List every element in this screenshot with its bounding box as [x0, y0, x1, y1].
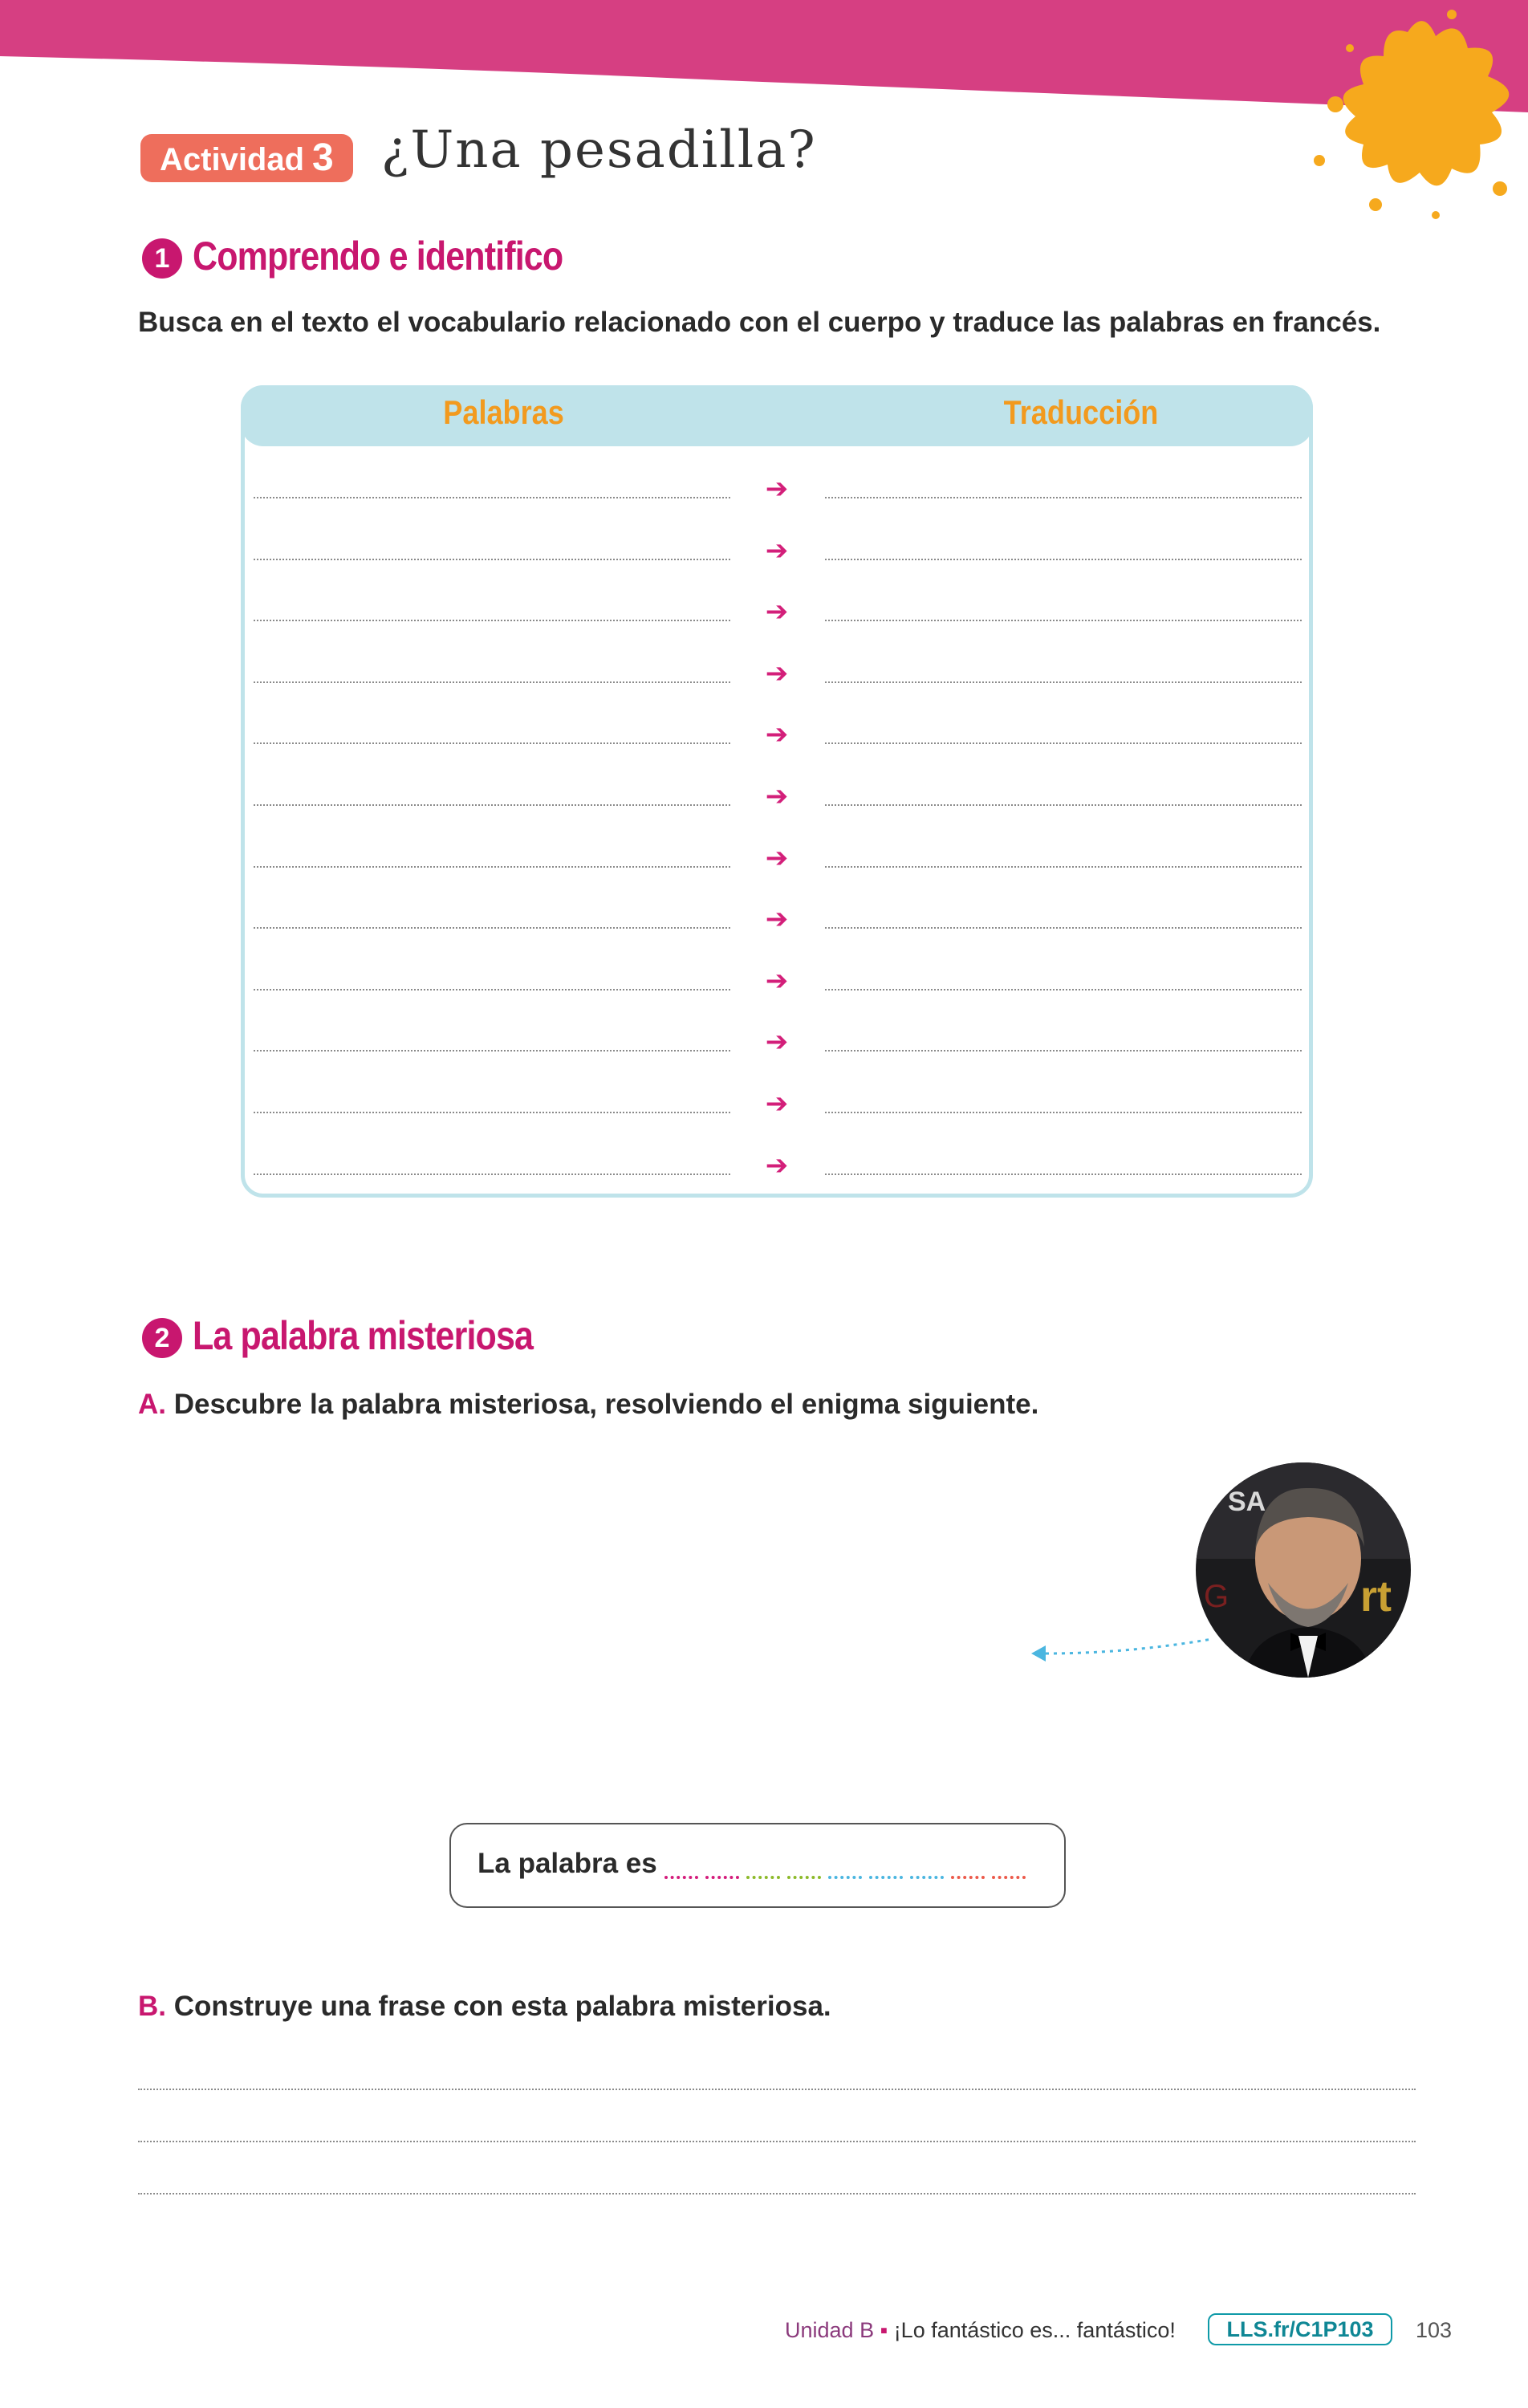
column-header-palabras: Palabras [443, 393, 564, 431]
traduccion-blank[interactable] [825, 742, 1302, 744]
part-b-text: Construye una frase con esta palabra misteriosa. [173, 1991, 831, 2022]
svg-text:SA: SA [1228, 1487, 1266, 1517]
part-b-letter: B. [138, 1991, 166, 2022]
activity-badge [140, 134, 353, 182]
writing-line-2[interactable] [138, 2141, 1416, 2142]
part-a-letter: A. [138, 1389, 166, 1420]
paint-splash-icon [1287, 0, 1528, 241]
right-arrow-icon: ➔ [765, 1149, 789, 1182]
right-arrow-icon: ➔ [765, 718, 789, 751]
section-2-title: La palabra misteriosa [193, 1313, 534, 1358]
part-a-text: Descubre la palabra misteriosa, resolviendo el enigma siguiente. [173, 1389, 1039, 1420]
footer-unit-title: ¡Lo fantástico es... fantástico! [893, 2318, 1176, 2342]
pointer-arrow-icon [1023, 1629, 1216, 1678]
activity-badge-label: Actividad [160, 142, 305, 177]
palabra-blank[interactable] [254, 927, 730, 929]
right-arrow-icon: ➔ [765, 596, 789, 628]
right-arrow-icon: ➔ [765, 534, 789, 567]
svg-text:G: G [1204, 1579, 1229, 1614]
writing-line-3[interactable] [138, 2193, 1416, 2194]
palabra-blank[interactable] [254, 1173, 730, 1175]
clue-pill-1: Artículo definido español [608, 1465, 908, 1493]
palabra-blank[interactable] [254, 866, 730, 868]
footer-separator: ▪ [880, 2318, 888, 2342]
right-arrow-icon: ➔ [765, 903, 789, 936]
clue-pill-4: Cuando presento a alguien, hago su retra .... .... [491, 1725, 1051, 1753]
palabra-blank[interactable] [254, 497, 730, 498]
column-header-traduccion: Traducción [1003, 393, 1159, 431]
answer-blank[interactable] [951, 1876, 985, 1879]
right-arrow-icon: ➔ [765, 780, 789, 812]
answer-blank[interactable] [828, 1876, 862, 1879]
traduccion-blank[interactable] [825, 620, 1302, 621]
section-1-number: 1 [142, 238, 182, 279]
right-arrow-icon: ➔ [765, 1026, 789, 1059]
traduccion-blank[interactable] [825, 497, 1302, 498]
traduccion-blank[interactable] [825, 927, 1302, 929]
right-arrow-icon: ➔ [765, 657, 789, 689]
writing-line-1[interactable] [138, 2089, 1416, 2090]
answer-blank[interactable] [705, 1876, 739, 1879]
actor-photo [1196, 1462, 1411, 1678]
footer-unit: Unidad B [785, 2318, 875, 2342]
activity-title: ¿Una pesadilla? [381, 120, 817, 180]
section-1-instruction: Busca en el texto el vocabulario relacionado con el cuerpo y traduce las palabras en francés. [138, 307, 1381, 338]
traduccion-blank[interactable] [825, 1050, 1302, 1051]
palabra-blank[interactable] [254, 1050, 730, 1051]
answer-blank[interactable] [664, 1876, 698, 1879]
right-arrow-icon: ➔ [765, 841, 789, 874]
footer-unit-line [785, 2318, 1176, 2343]
answer-blank[interactable] [992, 1876, 1026, 1879]
palabra-blank[interactable] [254, 620, 730, 621]
right-arrow-icon: ➔ [765, 1088, 789, 1120]
traduccion-blank[interactable] [825, 559, 1302, 560]
traduccion-blank[interactable] [825, 866, 1302, 868]
traduccion-blank[interactable] [825, 1173, 1302, 1175]
part-a-instruction [138, 1389, 1038, 1421]
palabra-blank[interactable] [254, 1112, 730, 1113]
palabra-blank[interactable] [254, 804, 730, 806]
palabra-blank[interactable] [254, 742, 730, 744]
clue-pill-2: Primera sílaba del verbo «boire» en español [501, 1552, 1021, 1580]
traduccion-blank[interactable] [825, 1112, 1302, 1113]
traduccion-blank[interactable] [825, 681, 1302, 683]
palabra-blank[interactable] [254, 681, 730, 683]
answer-blank[interactable] [746, 1876, 780, 1879]
answer-blank[interactable] [910, 1876, 944, 1879]
clue-pill-3: Este actor se llama Ricardo Da .... .... .... [534, 1638, 1002, 1666]
svg-text:rt: rt [1360, 1572, 1392, 1621]
section-1-title: Comprendo e identifico [193, 234, 563, 279]
section-2-number: 2 [142, 1318, 182, 1358]
page-number: 103 [1416, 2318, 1453, 2342]
answer-blank[interactable] [869, 1876, 903, 1879]
traduccion-blank[interactable] [825, 989, 1302, 990]
traduccion-blank[interactable] [825, 804, 1302, 806]
part-b-instruction [138, 1991, 831, 2023]
palabra-blank[interactable] [254, 559, 730, 560]
answer-blank[interactable] [787, 1876, 821, 1879]
right-arrow-icon: ➔ [765, 473, 789, 505]
activity-badge-number: 3 [312, 136, 334, 179]
right-arrow-icon: ➔ [765, 964, 789, 997]
palabra-blank[interactable] [254, 989, 730, 990]
answer-label: La palabra es [478, 1848, 657, 1879]
footer-link[interactable]: LLS.fr/C1P103 [1208, 2313, 1392, 2345]
